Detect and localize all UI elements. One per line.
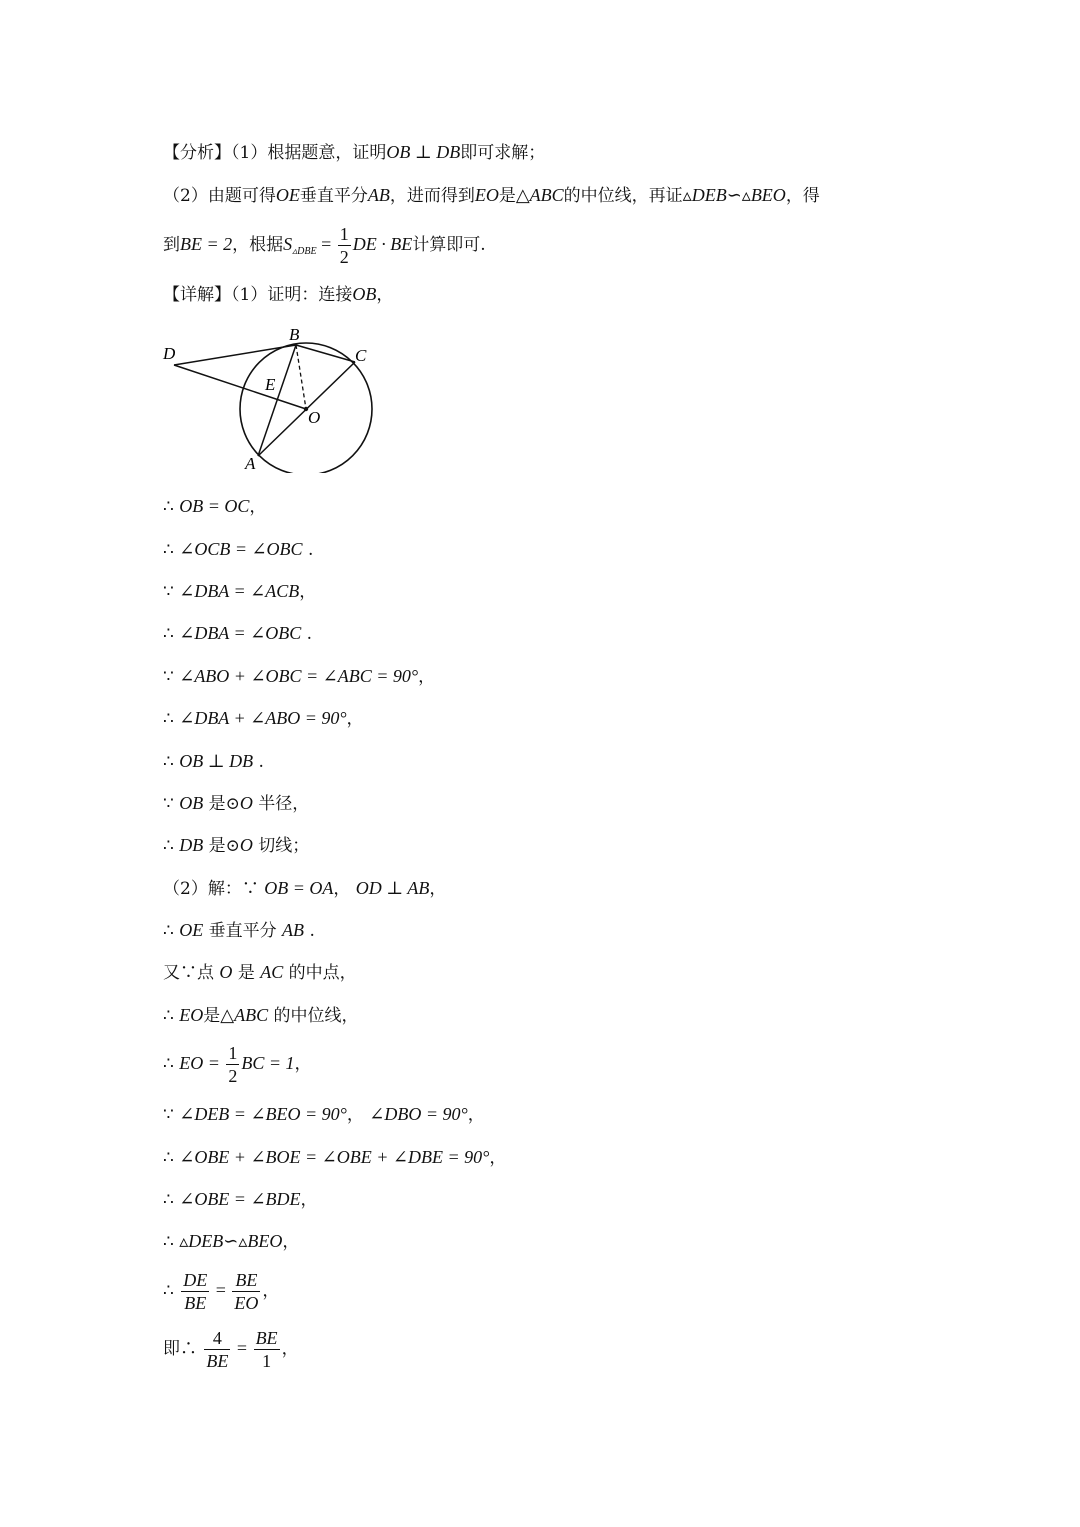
- label-d: D: [163, 344, 176, 363]
- label-o: O: [308, 408, 321, 427]
- detail-label: 【详解】: [163, 285, 231, 305]
- part2-line-3: 又∵点 O 是 AC 的中点，: [163, 962, 357, 983]
- part2-line-11: 即∴ $\frac{4}{BE}$ = $\frac{BE}{1}$ ，: [163, 1328, 299, 1371]
- fraction-de-be: $\frac{DE}{BE}$: [183, 1270, 208, 1313]
- step-line: ∴ DB 是⊙O 切线；: [163, 835, 310, 856]
- step-line: ∵ ∠DBA = ∠ACB，: [163, 581, 317, 602]
- fraction-one-half: $\frac{1}{2}$: [339, 224, 349, 267]
- part2-line-7: ∴ ∠OBE + ∠BOE = ∠OBE + ∠DBE = 90°，: [163, 1147, 507, 1168]
- step-line: ∴ OB = OC，: [163, 496, 267, 517]
- fraction-be-1: $\frac{BE}{1}$: [255, 1328, 278, 1371]
- segment-bo-dashed: [296, 345, 306, 409]
- part2-line-8: ∴ ∠OBE = ∠BDE，: [163, 1189, 318, 1210]
- part2-line-2: ∴ OE 垂直平分 AB .: [163, 920, 315, 941]
- step-line: ∵ OB 是⊙O 半径，: [163, 793, 310, 814]
- step-line: ∵ ∠ABO + ∠OBC = ∠ABC = 90°，: [163, 666, 436, 687]
- fraction-one-half: $\frac{1}{2}$: [228, 1043, 238, 1086]
- detail-intro: 【详解】（1）证明：连接OB，: [163, 284, 394, 305]
- analysis-label: 【分析】: [163, 143, 231, 163]
- part2-line-9: ∴ ▵DEB∽▵BEO，: [163, 1231, 300, 1252]
- step-line: ∴ ∠DBA = ∠OBC .: [163, 623, 313, 644]
- part2-line-5: ∴ EO = $\frac{1}{2}$ BC = 1，: [163, 1043, 312, 1086]
- analysis-line-1: 【分析】（1）根据题意，证明OB ⊥ DB即可求解；: [163, 142, 546, 163]
- label-c: C: [355, 346, 367, 365]
- label-b: B: [289, 325, 300, 344]
- part2-line-1: （2）解：∵ OB = OA， OD ⊥ AB，: [163, 878, 447, 899]
- segment-bc: [296, 345, 355, 362]
- part2-line-6: ∵ ∠DEB = ∠BEO = 90°， ∠DBO = 90°，: [163, 1104, 485, 1125]
- analysis-line-2: （2）由题可得OE垂直平分AB，进而得到EO是△ABC的中位线，再证▵DEB∽▵BEO，得: [163, 185, 820, 206]
- part2-line-10: ∴ $\frac{DE}{BE}$ = $\frac{BE}{EO}$ ，: [163, 1270, 280, 1313]
- step-line: ∴ OB ⊥ DB .: [163, 751, 264, 772]
- fraction-be-eo: $\frac{BE}{EO}$: [234, 1270, 259, 1313]
- analysis-line-3: 到BE = 2，根据$S_{▵DBE}$ = $\frac{1}{2}$ DE · BE计算即可.: [163, 224, 486, 267]
- label-a: A: [245, 454, 256, 473]
- part2-line-4: ∴ EO是△ABC 的中位线，: [163, 1005, 359, 1026]
- step-line: ∴ ∠DBA + ∠ABO = 90°，: [163, 708, 364, 729]
- segment-ba: [258, 345, 296, 456]
- step-line: ∴ ∠OCB = ∠OBC .: [163, 539, 314, 560]
- label-e: E: [265, 375, 276, 394]
- segment-db: [174, 345, 296, 365]
- geometry-figure: [158, 323, 388, 473]
- fraction-4-be: $\frac{4}{BE}$: [206, 1328, 229, 1371]
